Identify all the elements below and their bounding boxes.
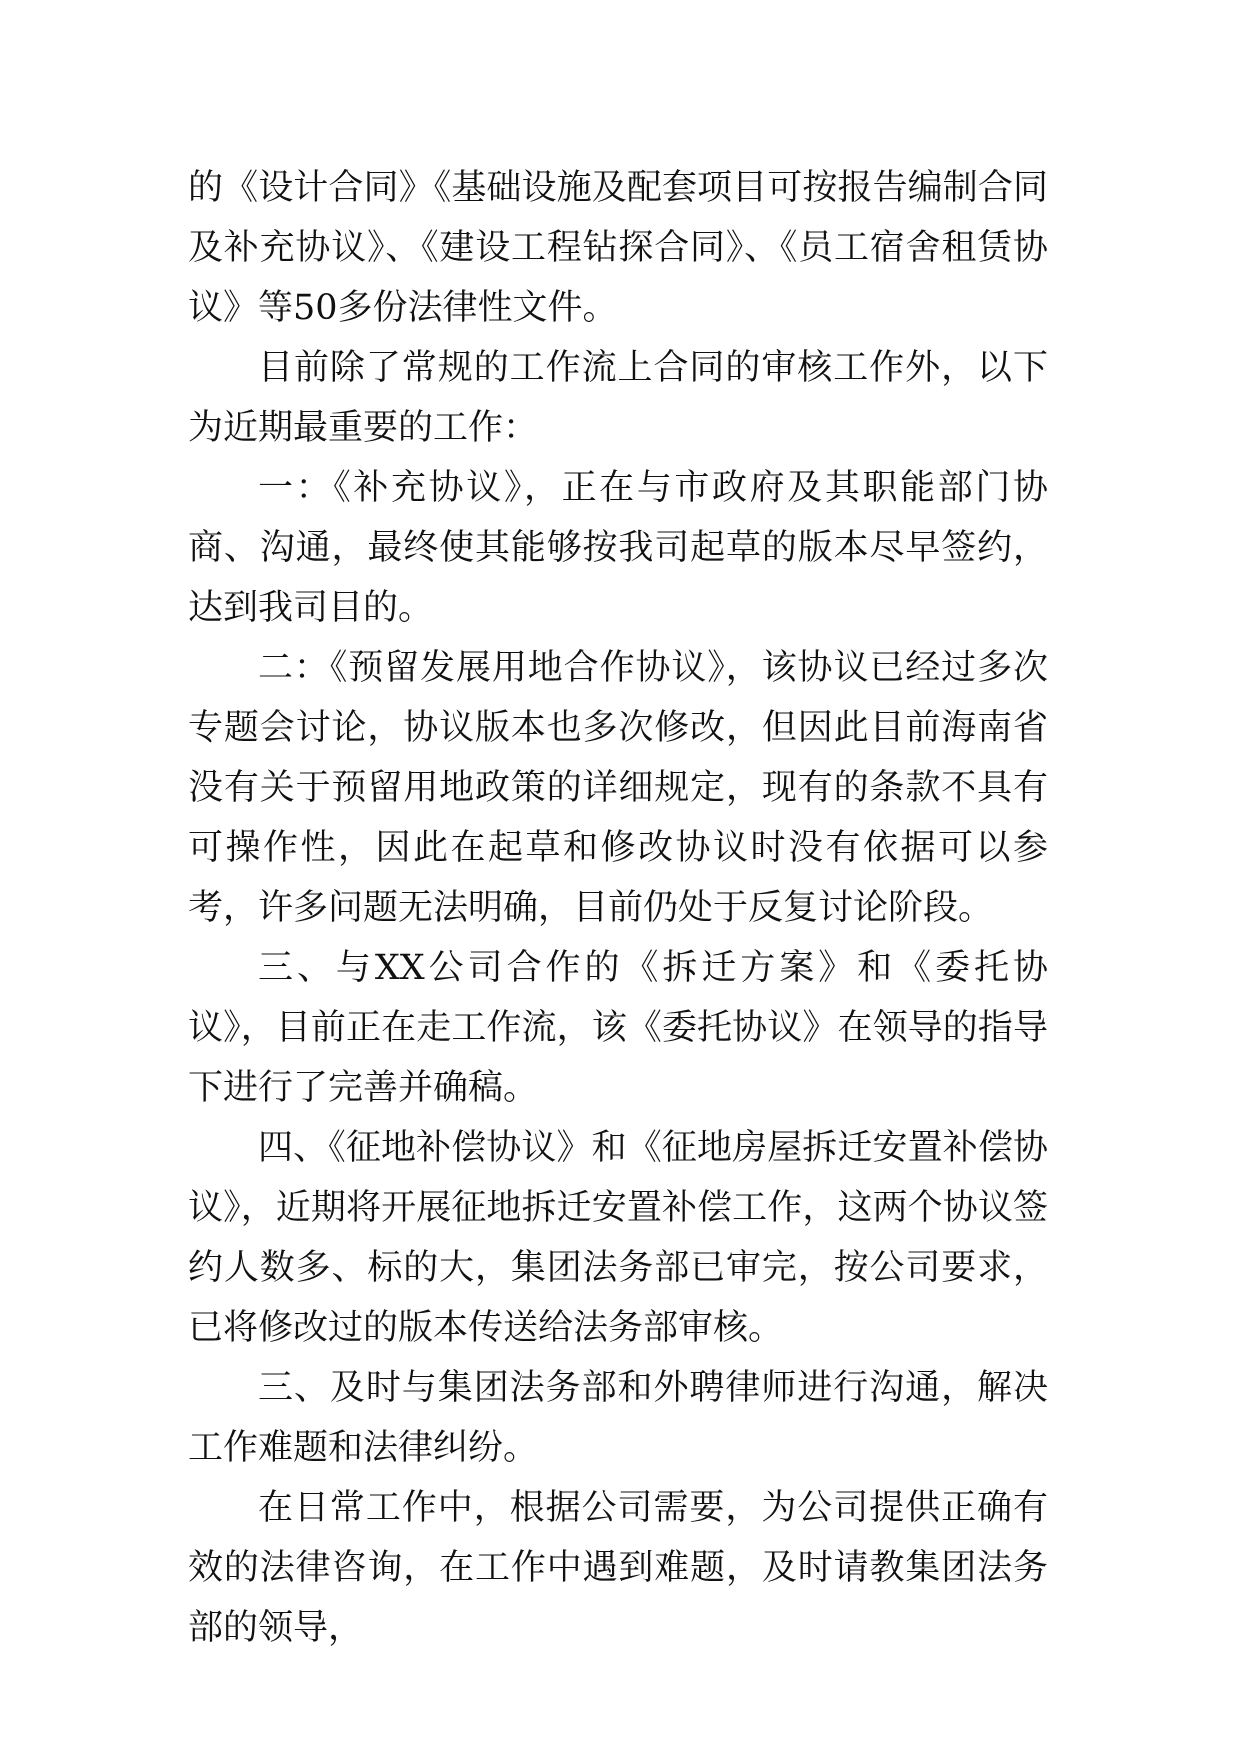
paragraph-3: 一：《补充协议》，正在与市政府及其职能部门协商、沟通，最终使其能够按我司起草的版本尽早签约，达到我司目的。 — [188, 468, 1048, 628]
document-body — [188, 158, 1048, 1658]
paragraph-5: 三、与XX公司合作的《拆迁方案》和《委托协议》，目前正在走工作流，该《委托协议》在领导的指导下进行了完善并确稿。 — [188, 948, 1048, 1108]
paragraph-4: 二：《预留发展用地合作协议》，该协议已经过多次专题会讨论，协议版本也多次修改，但因此目前海南省没有关于预留用地政策的详细规定，现有的条款不具有可操作性，因此在起草和修改协议时没有依据可以参考，许多问题无法明确，目前仍处于反复讨论阶段。 — [188, 648, 1048, 928]
paragraph-6: 四、《征地补偿协议》和《征地房屋拆迁安置补偿协议》，近期将开展征地拆迁安置补偿工作，这两个协议签约人数多、标的大，集团法务部已审完，按公司要求，已将修改过的版本传送给法务部审核。 — [188, 1128, 1048, 1348]
paragraph-7: 三、及时与集团法务部和外聘律师进行沟通，解决工作难题和法律纠纷。 — [188, 1368, 1048, 1468]
paragraph-1: 的《设计合同》《基础设施及配套项目可按报告编制合同及补充协议》、《建设工程钻探合同》、《员工宿舍租赁协议》等50多份法律性文件。 — [188, 168, 1048, 328]
paragraph-8: 在日常工作中，根据公司需要，为公司提供正确有效的法律咨询，在工作中遇到难题，及时请教集团法务部的领导， — [188, 1488, 1048, 1648]
paragraph-2: 目前除了常规的工作流上合同的审核工作外，以下为近期最重要的工作： — [188, 348, 1048, 448]
